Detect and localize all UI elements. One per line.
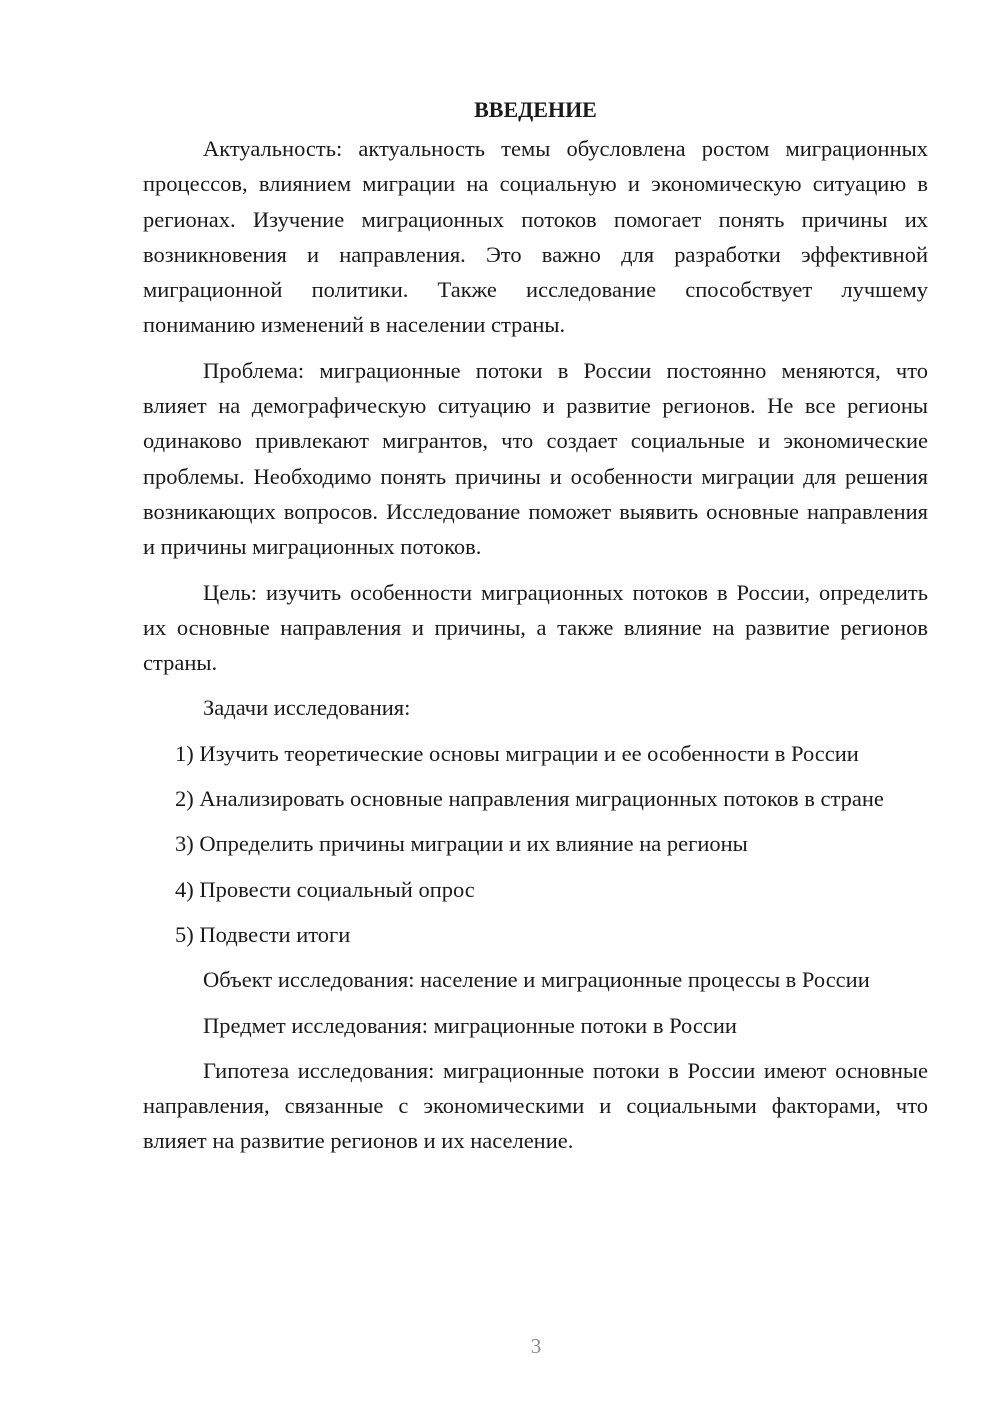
relevance-paragraph: Актуальность: актуальность темы обусловлена ростом миграционных процессов, влиянием миграции на социальную и экономическую ситуацию в регионах. Изучение миграционных потоков помогает понять причины их возникновения и направления. Это важно для разработки эффективной миграционной политики. Также исследование способствует лучшему пониманию изменений в населении страны. — [143, 136, 928, 338]
object-paragraph: Объект исследования: население и миграционные процессы в России — [203, 967, 870, 993]
problem-paragraph: Проблема: миграционные потоки в России постоянно меняются, что влияет на демографическую ситуацию и развитие регионов. Не все регионы одинаково привлекают мигрантов, что создает социальные и экономические проблемы. Необходимо понять причины и особенности миграции для решения возникающих вопросов. Исследование поможет выявить основные направления и причины миграционных потоков. — [143, 357, 928, 560]
task-item-3: 3) Определить причины миграции и их влияние на регионы — [175, 831, 748, 857]
tasks-title: Задачи исследования: — [203, 695, 411, 721]
page-number: 3 — [530, 1334, 542, 1358]
task-item-2: 2) Анализировать основные направления миграционных потоков в стране — [175, 786, 884, 812]
task-item-1: 1) Изучить теоретические основы миграции и ее особенности в России — [175, 740, 859, 766]
subject-paragraph: Предмет исследования: миграционные потоки в России — [203, 1012, 737, 1038]
task-item-4: 4) Провести социальный опрос — [175, 876, 475, 902]
goal-paragraph: Цель: изучить особенности миграционных потоков в России, определить их основные направления и причины, а также влияние на развитие регионов страны. — [143, 579, 928, 676]
hypothesis-paragraph: Гипотеза исследования: миграционные потоки в России имеют основные направления, связанные с экономическими и социальными факторами, что влияет на развитие регионов и их население. — [143, 1057, 928, 1154]
section-heading: ВВЕДЕНИЕ — [474, 97, 597, 122]
task-item-5: 5) Подвести итоги — [175, 921, 351, 947]
document-page — [143, 92, 928, 1169]
